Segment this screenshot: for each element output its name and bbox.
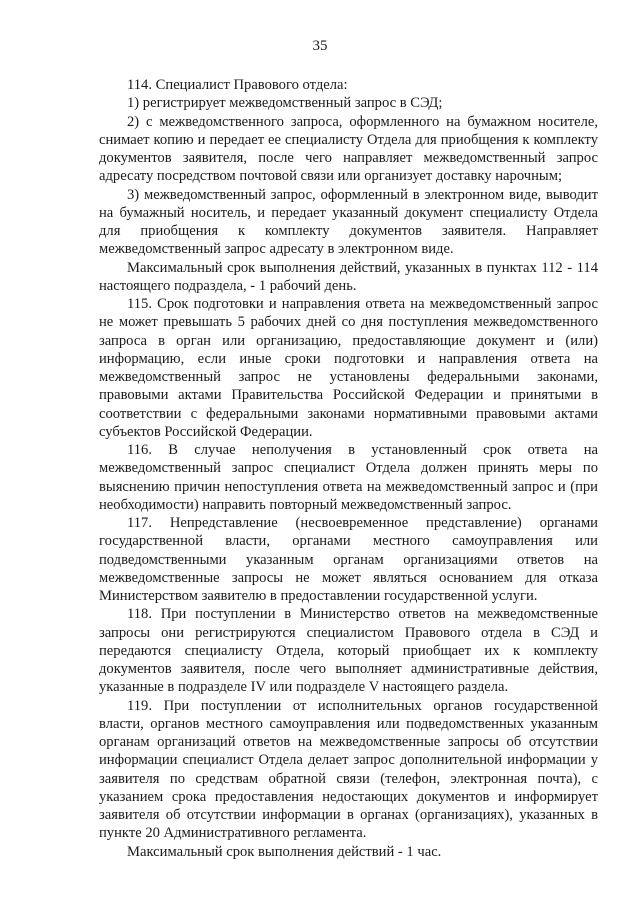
paragraph-114-item-1: 1) регистрирует межведомственный запрос в СЭД; [127,95,443,112]
paragraph-114-heading: 114. Специалист Правового отдела: [127,77,348,93]
paragraph-116: 116. В случае неполучения в установленный срок ответа на межведомственный запрос специалист Отдела должен принять меры по выяснению причин непоступления ответа на межведомственный запрос и (при необходимости) направить повторный межведомственный запрос. [99,442,598,513]
paragraph-max-term-112-114: Максимальный срок выполнения действий, указанных в пунктах 112 - 114 настоящего подраздела, - 1 рабочий день. [99,259,598,294]
paragraph-117: 117. Непредставление (несвоевременное представление) органами государственной власти, органами местного самоуправления или подведомственными указанным органам организациями ответов на межведомственные запросы не может являться основанием для отказа Министерством заявителю в предоставлении государственной услуги. [99,515,598,604]
paragraph-114-item-2: 2) с межведомственного запроса, оформленного на бумажном носителе, снимает копию и передает ее специалисту Отдела для приобщения к комплекту документов заявителя, после чего направляет межведомственный запрос адресату посредством почтовой связи или организует доставку нарочным; [99,113,598,185]
document-body [99,76,598,861]
page-number: 35 [312,38,328,54]
paragraph-115: 115. Срок подготовки и направления ответа на межведомственный запрос не может превышать 5 рабочих дней со дня поступления межведомственного запроса в орган или организацию, предоставляющие документ и (или) информацию, если иные сроки подготовки и направления ответа на межведомственный запрос не установлены федеральными законами, правовыми актами Правительства Российской Федерации и принятыми в соответствии с федеральными законами нормативными правовыми актами субъектов Российской Федерации. [99,296,598,440]
paragraph-114-item-3: 3) межведомственный запрос, оформленный в электронном виде, выводит на бумажный носитель, и передает указанный документ специалисту Отдела для приобщения к комплекту документов заявителя. Направляет межведомственный запрос адресату в электронном виде. [99,186,598,258]
paragraph-max-term-final: Максимальный срок выполнения действий - 1 час. [127,843,442,860]
paragraph-119: 119. При поступлении от исполнительных органов государственной власти, органов местного самоуправления или подведомственных указанным органам организаций ответов на межведомственные запросы об отсутствии информации специалист Отдела делает запрос дополнительной информации у заявителя по средствам обратной связи (телефон, электронная почта), с указанием срока предоставления недостающих документов и информирует заявителя об отсутствии информации в органах (организациях), указанных в пункте 20 Административного регламента. [99,697,598,842]
paragraph-118: 118. При поступлении в Министерство ответов на межведомственные запросы они регистрируются специалистом Правового отдела в СЭД и передаются специалисту Отдела, который приобщает их к комплекту документов заявителя, после чего выполняет административные действия, указанные в подразделе IV или подразделе V настоящего раздела. [99,606,598,696]
